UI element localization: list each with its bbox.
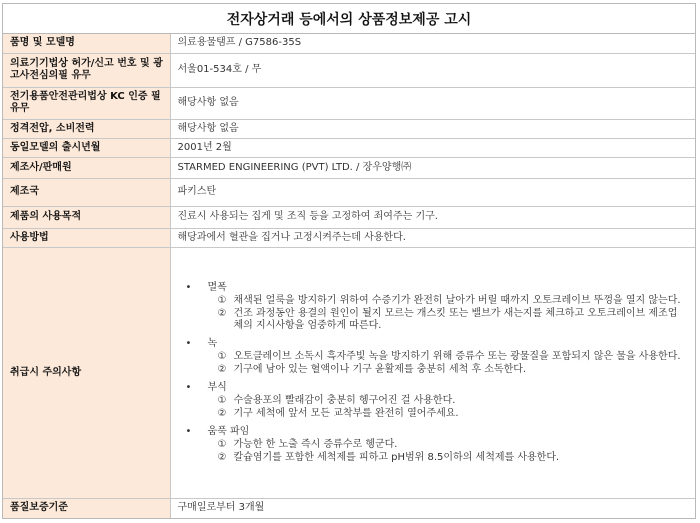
section-header <box>184 426 688 438</box>
item-number: ② <box>217 363 227 375</box>
notes-label: 취급시 주의사항 <box>3 247 170 498</box>
row-label: 사용방법 <box>3 228 170 247</box>
bullet-icon: • <box>185 381 192 393</box>
item-text: 가능한 한 노출 즉시 증류수로 헹군다. <box>233 438 398 450</box>
item-text: 기구 세척에 앞서 모든 교착부를 완전히 열어주세요. <box>233 407 459 419</box>
warranty-label: 품질보증기준 <box>3 498 170 518</box>
table-row <box>3 53 695 87</box>
row-value: 서울01-534호 / 무 <box>170 53 695 87</box>
notes-list <box>178 278 696 468</box>
section-title: 움푹 파임 <box>207 425 250 437</box>
item-number: ② <box>217 407 227 419</box>
row-label: 제조국 <box>3 178 170 206</box>
row-label: 동일모델의 출시년월 <box>3 138 170 157</box>
section-title: 녹 <box>207 337 218 349</box>
list-item <box>184 408 688 420</box>
notes-section <box>184 382 688 420</box>
product-info-notice <box>2 3 696 519</box>
table-row <box>3 247 695 498</box>
table-row <box>3 178 695 206</box>
notes-value <box>170 247 695 498</box>
table-row <box>3 498 695 518</box>
section-title: 부식 <box>207 381 227 393</box>
list-item <box>184 395 688 407</box>
section-title: 멸폭 <box>207 281 227 293</box>
row-label: 전기용품안전관리법상 KC 인증 필 유무 <box>3 87 170 119</box>
item-text: 건조 과정동안 용결의 원인이 될지 모르는 개스킷 또는 밸브가 새는지를 체크하고 오토크레이브 제조업체의 지시사항을 엄중하게 따른다. <box>233 307 678 331</box>
table-row <box>3 138 695 157</box>
section-header <box>184 382 688 394</box>
table-row <box>3 228 695 247</box>
notes-section <box>184 426 688 464</box>
section-header <box>184 282 688 294</box>
row-label: 의료기기법상 허가/신고 번호 및 광고사전심의필 유무 <box>3 53 170 87</box>
list-item <box>184 295 688 307</box>
table-row <box>3 157 695 178</box>
row-value: 해당사항 없음 <box>170 119 695 138</box>
item-text: 수술용포의 빨래감이 충분히 헹구어진 걸 사용한다. <box>233 394 456 406</box>
list-item <box>184 439 688 451</box>
item-text: 오토클레이브 소독시 흑자주빛 녹을 방지하기 위해 증류수 또는 광물질을 포함되지 않은 물을 사용한다. <box>233 350 681 362</box>
row-value: 의료용물탬프 / G7586-35S <box>170 34 695 53</box>
list-item <box>184 308 688 332</box>
table-row <box>3 206 695 228</box>
item-text: 기구에 남아 있는 혈액이나 기구 윤활제를 충분히 세척 후 소독한다. <box>233 363 527 375</box>
info-table <box>3 34 695 518</box>
item-text: 채색된 얼룩을 방지하기 위하여 수증기가 완전히 날아가 버릴 때까지 오토크레이브 뚜껑을 열지 않는다. <box>233 294 681 306</box>
item-text: 칼슘염기를 포함한 세척제를 피하고 pH범위 8.5이하의 세척제를 사용한다. <box>233 451 560 463</box>
item-number: ② <box>217 451 227 463</box>
item-number: ① <box>217 350 227 362</box>
row-label: 제조사/판매원 <box>3 157 170 178</box>
row-label: 제품의 사용목적 <box>3 206 170 228</box>
row-value: 해당사항 없음 <box>170 87 695 119</box>
row-value: 해당과에서 혈관을 집거나 고정시켜주는데 사용한다. <box>170 228 695 247</box>
bullet-icon: • <box>185 425 192 437</box>
notes-section <box>184 282 688 332</box>
bullet-icon: • <box>185 281 192 293</box>
bullet-icon: • <box>185 337 192 349</box>
row-value: STARMED ENGINEERING (PVT) LTD. / 장우양행㈜ <box>170 157 695 178</box>
item-number: ① <box>217 294 227 306</box>
row-label: 정격전압, 소비전력 <box>3 119 170 138</box>
notes-section <box>184 338 688 376</box>
section-header <box>184 338 688 350</box>
row-value: 2001년 2월 <box>170 138 695 157</box>
list-item <box>184 364 688 376</box>
list-item <box>184 351 688 363</box>
warranty-value: 구매일로부터 3개월 <box>177 502 265 514</box>
row-value: 진료시 사용되는 집게 및 조직 등을 고정하여 죄여주는 기구. <box>170 206 695 228</box>
list-item <box>184 452 688 464</box>
table-row <box>3 34 695 53</box>
row-value: 파키스탄 <box>170 178 695 206</box>
table-row <box>3 119 695 138</box>
item-number: ① <box>217 438 227 450</box>
item-number: ① <box>217 394 227 406</box>
item-number: ② <box>217 307 227 319</box>
row-label: 품명 및 모델명 <box>3 34 170 53</box>
table-row <box>3 87 695 119</box>
notice-title: 전자상거래 등에서의 상품정보제공 고시 <box>3 4 695 34</box>
